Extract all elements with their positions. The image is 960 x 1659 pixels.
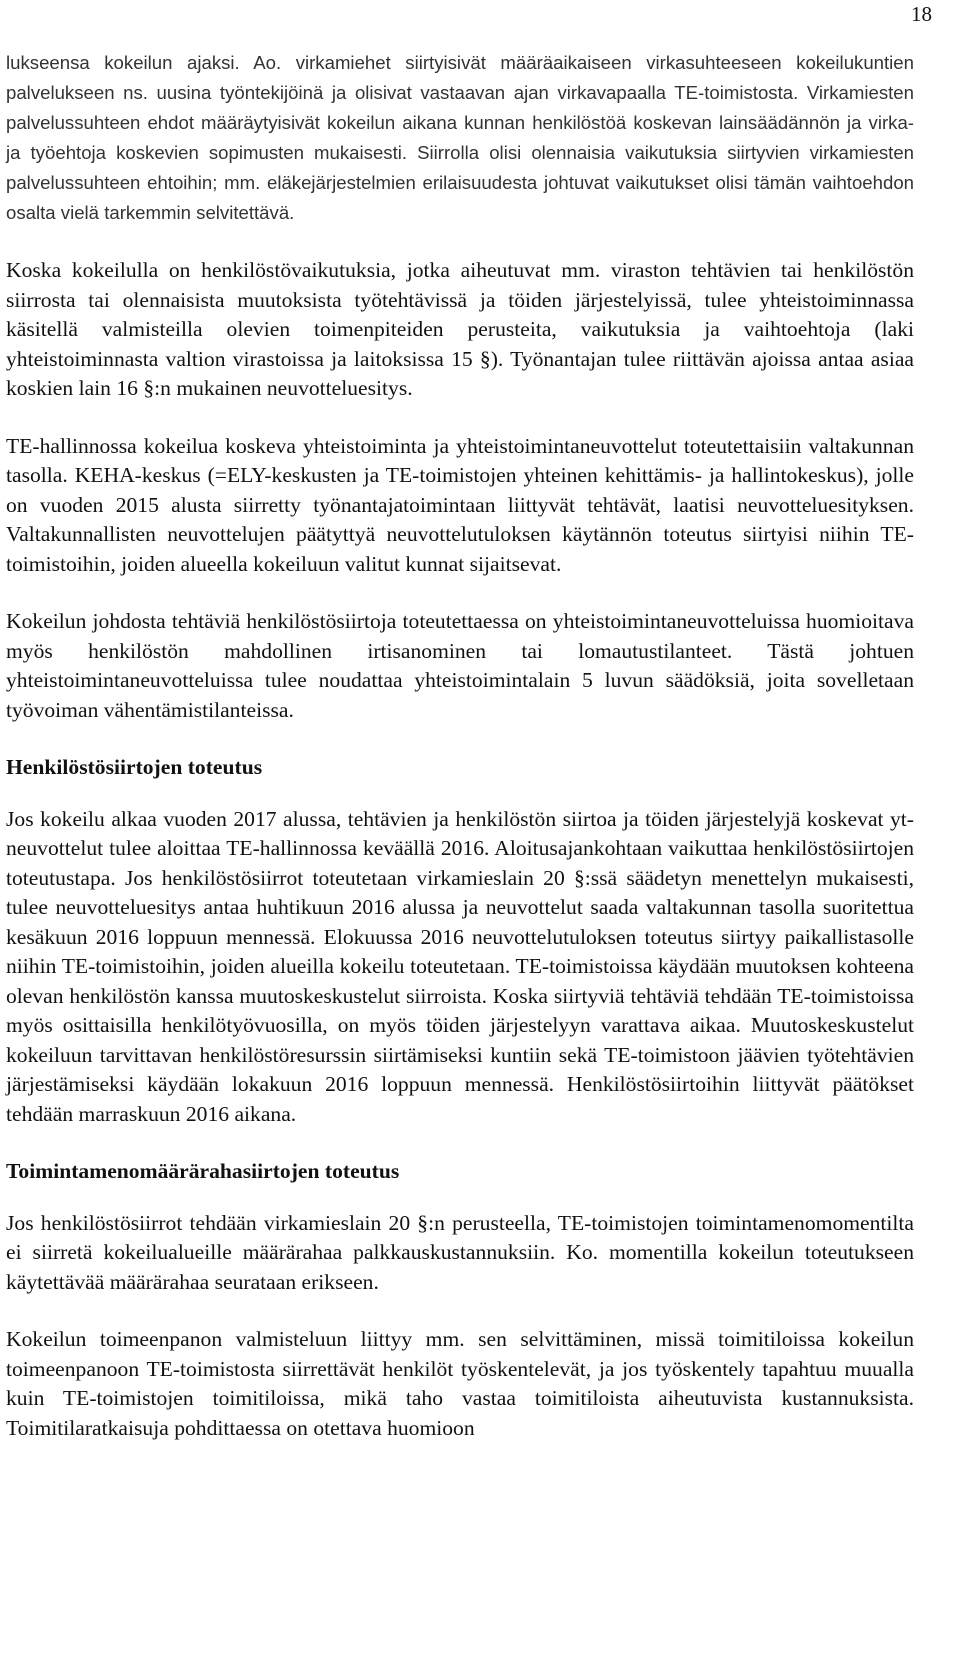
paragraph-transfers-dismissals: Kokeilun johdosta tehtäviä henkilöstösiirtoja toteutettaessa on yhteistoimintaneuvotteluissa huomioitava myös henkilöstön mahdollinen irtisanominen tai lomautustilanteet. Tästä johtuen yhteistoimintaneuvotteluissa tulee noudattaa yhteistoimintalain 5 luvun säädöksiä, joita sovelletaan työvoiman vähentämistilanteissa. — [6, 609, 914, 722]
paragraph-premises: Kokeilun toimeenpanon valmisteluun liittyy mm. sen selvittäminen, missä toimitiloissa kokeilun toimeenpanoon TE-toimistosta siirrettävät henkilöt työskentelevät, ja jos työskentely tapahtuu muualla kuin TE-toimistojen toimitiloissa, mikä taho vastaa toimitiloista aiheutuvista kustannuksista. Toimitilaratkaisuja pohdittaessa on otettava huomioon — [6, 1327, 914, 1440]
paragraph-appropriation: Jos henkilöstösiirrot tehdään virkamieslain 20 §:n perusteella, TE-toimistojen toimintamenomomentilta ei siirretä kokeilualueille määrärahaa palkkauskustannuksiin. Ko. momentilla kokeilun toteutukseen käytettävää määrärahaa seurataan erikseen. — [6, 1210, 914, 1294]
page-number: 18 — [911, 2, 932, 26]
document-body — [6, 48, 914, 1443]
heading-personnel-transfers: Henkilöstösiirtojen toteutus — [6, 755, 263, 779]
paragraph-intro: lukseensa kokeilun ajaksi. Ao. virkamiehet siirtyisivät määräaikaiseen virkasuhteeseen kokeilukuntien palvelukseen ns. uusina työntekijöinä ja olisivat vastaavan ajan virkavapaalla TE-toimistosta. Virkamiesten palvelussuhteen ehdot määräytyisivät kokeilun aikana kunnan henkilöstöä koskevan lainsäädännön ja virka- ja työehtoja koskevien sopimusten mukaisesti. Siirrolla olisi olennaisia vaikutuksia siirtyvien virkamiesten palvelussuhteen ehtoihin; mm. eläkejärjestelmien erilaisuudesta johtuvat vaikutukset olisi tämän vaihtoehdon osalta vielä tarkemmin selvitettävä. — [6, 52, 914, 223]
paragraph-te-administration: TE-hallinnossa kokeilua koskeva yhteistoiminta ja yhteistoimintaneuvottelut toteutettaisiin valtakunnan tasolla. KEHA-keskus (=ELY-keskusten ja TE-toimistojen yhteinen kehittämis- ja hallintokeskus), jolle on vuoden 2015 alusta siirretty työnantajatoimintaan liittyvät tehtävät, laatisi neuvotteluesityksen. Valtakunnallisten neuvottelujen päätyttyä neuvottelutuloksen käytännön toteutus siirtyisi niihin TE-toimistoihin, joiden alueella kokeiluun valitut kunnat sijaitsevat. — [6, 433, 914, 576]
paragraph-transfer-schedule: Jos kokeilu alkaa vuoden 2017 alussa, tehtävien ja henkilöstön siirtoa ja töiden järjestelyjä koskevat yt-neuvottelut tulee aloittaa TE-hallinnossa keväällä 2016. Aloitusajankohtaan vaikuttaa henkilöstösiirtojen toteutustapa. Jos henkilöstösiirrot toteutetaan virkamieslain 20 §:ssä säädetyn menettelyn mukaisesti, tulee neuvotteluesitys antaa huhtikuun 2016 alussa ja neuvottelut saada valtakunnan tasolla suoritettua kesäkuun 2016 loppuun mennessä. Elokuussa 2016 neuvottelutuloksen toteutus siirtyy paikallistasolle niihin TE-toimistoihin, joiden alueilla kokeilu toteutetaan. TE-toimistoissa käydään muutoksen kohteena olevan henkilöstön kanssa muutoskeskustelut siirroista. Koska siirtyviä tehtäviä tehdään TE-toimistoissa myös osittaisilla henkilötyövuosilla, on myös töiden järjestelyyn varattava aikaa. Muutoskeskustelut kokeiluun tarvittavan henkilöstöresurssin siirtämiseksi kuntiin sekä TE-toimistoon jäävien työtehtävien järjestämiseksi käydään lokakuun 2016 loppuun mennessä. Henkilöstösiirtoihin liittyvät päätökset tehdään marraskuun 2016 aikana. — [6, 806, 914, 1126]
heading-appropriation-transfers: Toimintamenomäärärahasiirtojen toteutus — [6, 1159, 400, 1183]
paragraph-cooperation: Koska kokeilulla on henkilöstövaikutuksia, jotka aiheutuvat mm. viraston tehtävien tai henkilöstön siirrosta tai olennaisista muutoksista työtehtävissä ja töiden järjestelyissä, tulee yhteistoiminnassa käsitellä valmisteilla olevien toimenpiteiden perusteita, vaikutuksia ja vaihtoehtoja (laki yhteistoiminnasta valtion virastoissa ja laitoksissa 15 §). Työnantajan tulee riittävän ajoissa antaa asiaa koskien lain 16 §:n mukainen neuvotteluesitys. — [6, 258, 914, 400]
